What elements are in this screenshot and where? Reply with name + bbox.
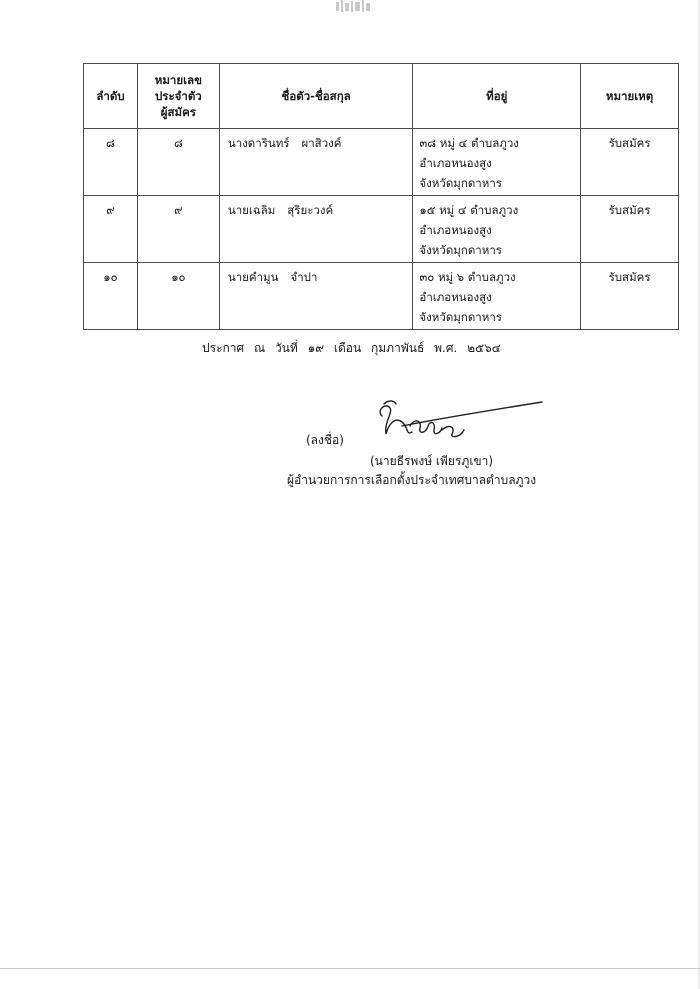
family-name: ผาสิวงค์ bbox=[301, 136, 342, 150]
header-address: ที่อยู่ bbox=[413, 64, 581, 129]
address-line: ๑๕ หมู่ ๔ ตำบลภูวง bbox=[419, 203, 519, 217]
cell-remark: รับสมัคร bbox=[581, 129, 679, 196]
cell-order: ๙ bbox=[84, 196, 138, 263]
announce-day: ๑๙ bbox=[307, 341, 325, 355]
header-order: ลำดับ bbox=[84, 64, 138, 129]
cell-name bbox=[219, 263, 413, 330]
cell-address bbox=[413, 129, 581, 196]
candidates-table bbox=[83, 63, 679, 330]
cell-applicant-number: ๑๐ bbox=[137, 263, 219, 330]
table-row bbox=[84, 129, 679, 196]
cell-order: ๘ bbox=[84, 129, 138, 196]
header-applicant-number-line: ประจำตัว bbox=[154, 89, 202, 103]
address-line: ๓๐ หมู่ ๖ ตำบลภูวง bbox=[419, 270, 516, 284]
address-line: ๓๘ หมู่ ๔ ตำบลภูวง bbox=[419, 136, 519, 150]
announce-at: ณ bbox=[253, 341, 266, 355]
announce-month: กุมภาพันธ์ bbox=[371, 341, 425, 355]
cell-applicant-number: ๘ bbox=[137, 129, 219, 196]
handwritten-signature bbox=[372, 396, 544, 442]
table-row bbox=[84, 196, 679, 263]
scan-artifact bbox=[334, 0, 374, 14]
header-applicant-number-line: ผู้สมัคร bbox=[160, 105, 196, 119]
header-applicant-number bbox=[137, 64, 219, 129]
header-applicant-number-line: หมายเลข bbox=[154, 73, 202, 87]
family-name: จำปา bbox=[290, 270, 318, 284]
cell-applicant-number: ๙ bbox=[137, 196, 219, 263]
header-name: ชื่อตัว-ชื่อสกุล bbox=[219, 64, 413, 129]
family-name: สุริยะวงค์ bbox=[287, 203, 334, 217]
announce-prefix: ประกาศ bbox=[202, 341, 245, 355]
cell-remark: รับสมัคร bbox=[581, 263, 679, 330]
announce-year: ๒๕๖๔ bbox=[467, 341, 501, 355]
signer-title: ผู้อำนวยการการเลือกตั้งประจำเทศบาลตำบลภูวง bbox=[287, 473, 537, 487]
signer-name: (นายธีรพงษ์ เพียรภูเขา) bbox=[370, 454, 494, 468]
address-line: อำเภอหนองสูง bbox=[419, 290, 492, 304]
address-line: อำเภอหนองสูง bbox=[419, 223, 492, 237]
scan-bottom-edge bbox=[0, 968, 700, 969]
address-line: จังหวัดมุกดาหาร bbox=[419, 243, 502, 257]
given-name: นายคำมูน bbox=[227, 270, 279, 284]
announce-day-label: วันที่ bbox=[274, 341, 298, 355]
announcement-date-line bbox=[202, 339, 507, 358]
cell-order: ๑๐ bbox=[84, 263, 138, 330]
table-header-row bbox=[84, 64, 679, 129]
cell-name bbox=[219, 129, 413, 196]
address-line: จังหวัดมุกดาหาร bbox=[419, 176, 502, 190]
table-row bbox=[84, 263, 679, 330]
address-line: อำเภอหนองสูง bbox=[419, 156, 492, 170]
sign-label: (ลงชื่อ) bbox=[306, 433, 344, 447]
address-line: จังหวัดมุกดาหาร bbox=[419, 310, 502, 324]
cell-address bbox=[413, 263, 581, 330]
given-name: นางดารินทร์ bbox=[227, 136, 290, 150]
cell-name bbox=[219, 196, 413, 263]
header-remark: หมายเหตุ bbox=[581, 64, 679, 129]
cell-remark: รับสมัคร bbox=[581, 196, 679, 263]
given-name: นายเฉลิม bbox=[227, 203, 276, 217]
announce-year-label: พ.ศ. bbox=[434, 341, 458, 355]
announce-month-label: เดือน bbox=[333, 341, 362, 355]
cell-address bbox=[413, 196, 581, 263]
